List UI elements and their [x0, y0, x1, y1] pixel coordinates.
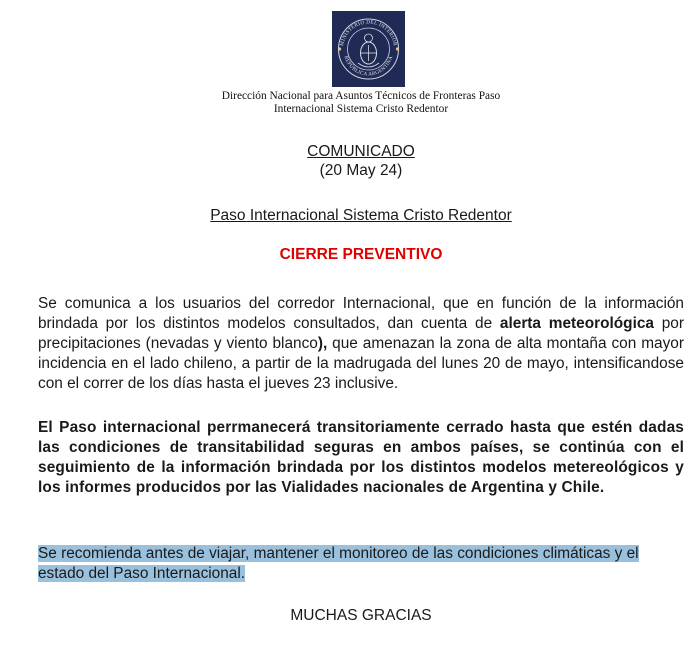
ministry-seal-logo	[332, 11, 405, 87]
notice-heading	[0, 142, 696, 180]
notice-date: (20 May 24)	[319, 162, 403, 179]
paragraph1-text-b: por precipitaciones (nevadas y viento blanco	[38, 315, 684, 352]
notice-subject: Paso Internacional Sistema Cristo Redentor	[210, 207, 512, 224]
svg-text:REPÚBLICA ARGENTINA: REPÚBLICA ARGENTINA	[342, 55, 395, 78]
paragraph-weather-alert	[38, 294, 684, 394]
paragraph1-text-a: Se comunica a los usuarios del corredor Internacional, que en función de la información brindada por los distintos modelos consultados, dan cuenta de	[38, 295, 684, 332]
closure-status: CIERRE PREVENTIVO	[279, 246, 443, 263]
closing-thanks: MUCHAS GRACIAS	[290, 607, 432, 624]
paragraph1-bold-paren: ),	[317, 335, 328, 352]
org-line-1: Dirección Nacional para Asuntos Técnicos de Fronteras Paso	[221, 90, 501, 102]
org-line-2: Internacional Sistema Cristo Redentor	[273, 103, 449, 115]
notice-title: COMUNICADO	[307, 143, 415, 160]
paragraph1-text-c: que amenazan la zona de alta montaña con mayor incidencia en el lado chileno, a partir de la madrugada del lunes 20 de mayo, intensificandose con el correr de los días hasta el jueves 23 inclusive.	[38, 335, 684, 392]
paragraph-closure-details: El Paso internacional perrmanecerá transitoriamente cerrado hasta que estén dadas las condiciones de transitabilidad seguras en ambos países, se continúa con el seguimiento de la información brindada por los distintos modelos metereológicos y los informes producidos por las Vialidades nacionales de Argentina y Chile.	[38, 419, 684, 496]
issuing-organization	[0, 90, 696, 116]
ministerio-del-interior-seal-icon	[332, 11, 405, 87]
paragraph1-bold-alert: alerta meteorológica	[499, 315, 654, 332]
svg-text:MINISTERIO DEL INTERIOR: MINISTERIO DEL INTERIOR	[339, 19, 398, 47]
selected-text-highlight[interactable]: Se recomienda antes de viajar, mantener el monitoreo de las condiciones climáticas y el estado del Paso Internacional.	[38, 545, 639, 582]
paragraph-recommendation	[38, 544, 684, 584]
